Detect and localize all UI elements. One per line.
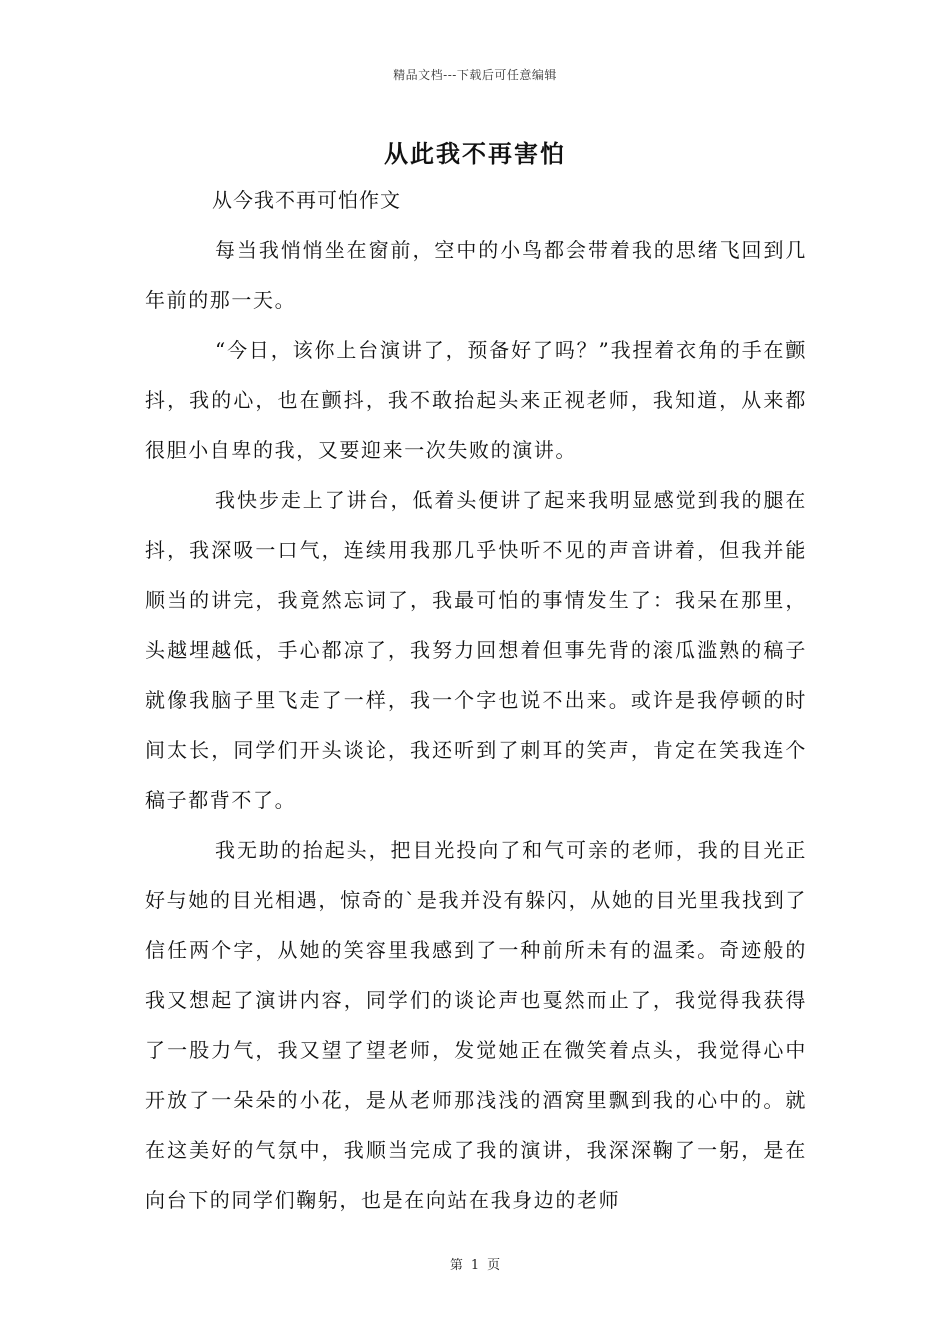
- page-footer: [0, 1254, 950, 1273]
- page-number-suffix: 页: [487, 1258, 501, 1273]
- document-subtitle: 从今我不再可怕作文: [212, 188, 401, 212]
- document-title: 从此我不再害怕: [384, 139, 566, 168]
- page-number: 1: [470, 1258, 480, 1273]
- paragraph: 我快步走上了讲台，低着头便讲了起来我明显感觉到我的腿在抖，我深吸一口气，连续用我那几乎快听不见的声音讲着，但我并能顺当的讲完，我竟然忘词了，我最可怕的事情发生了：我呆在那里，头越埋越低，手心都凉了，我努力回想着但事先背的滚瓜滥熟的稿子就像我脑子里飞走了一样，我一个字也说不出来。或许是我停顿的时间太长，同学们开头谈论，我还听到了刺耳的笑声，肯定在笑我连个稿子都背不了。: [145, 488, 807, 812]
- paragraph: 我无助的抬起头，把目光投向了和气可亲的老师，我的目光正好与她的目光相遇，惊奇的`是我并没有躲闪，从她的目光里我找到了信任两个字，从她的笑容里我感到了一种前所未有的温柔。奇迹般的我又想起了演讲内容，同学们的谈论声也戛然而止了，我觉得我获得了一股力气，我又望了望老师，发觉她正在微笑着点头，我觉得心中开放了一朵朵的小花，是从老师那浅浅的酒窝里飘到我的心中的。就在这美好的气氛中，我顺当完成了我的演讲，我深深鞠了一躬，是在向台下的同学们鞠躬，也是在向站在我身边的老师: [145, 838, 807, 1212]
- document-body: [145, 180, 807, 1225]
- paragraph: “今日，该你上台演讲了，预备好了吗？”我捏着衣角的手在颤抖，我的心，也在颤抖，我不敢抬起头来正视老师，我知道，从来都很胆小自卑的我，又要迎来一次失败的演讲。: [145, 338, 807, 462]
- page-number-prefix: 第: [449, 1258, 463, 1273]
- paragraph: 每当我悄悄坐在窗前，空中的小鸟都会带着我的思绪飞回到几年前的那一天。: [145, 238, 807, 312]
- page-header: 精品文档---下载后可任意编辑: [393, 68, 557, 82]
